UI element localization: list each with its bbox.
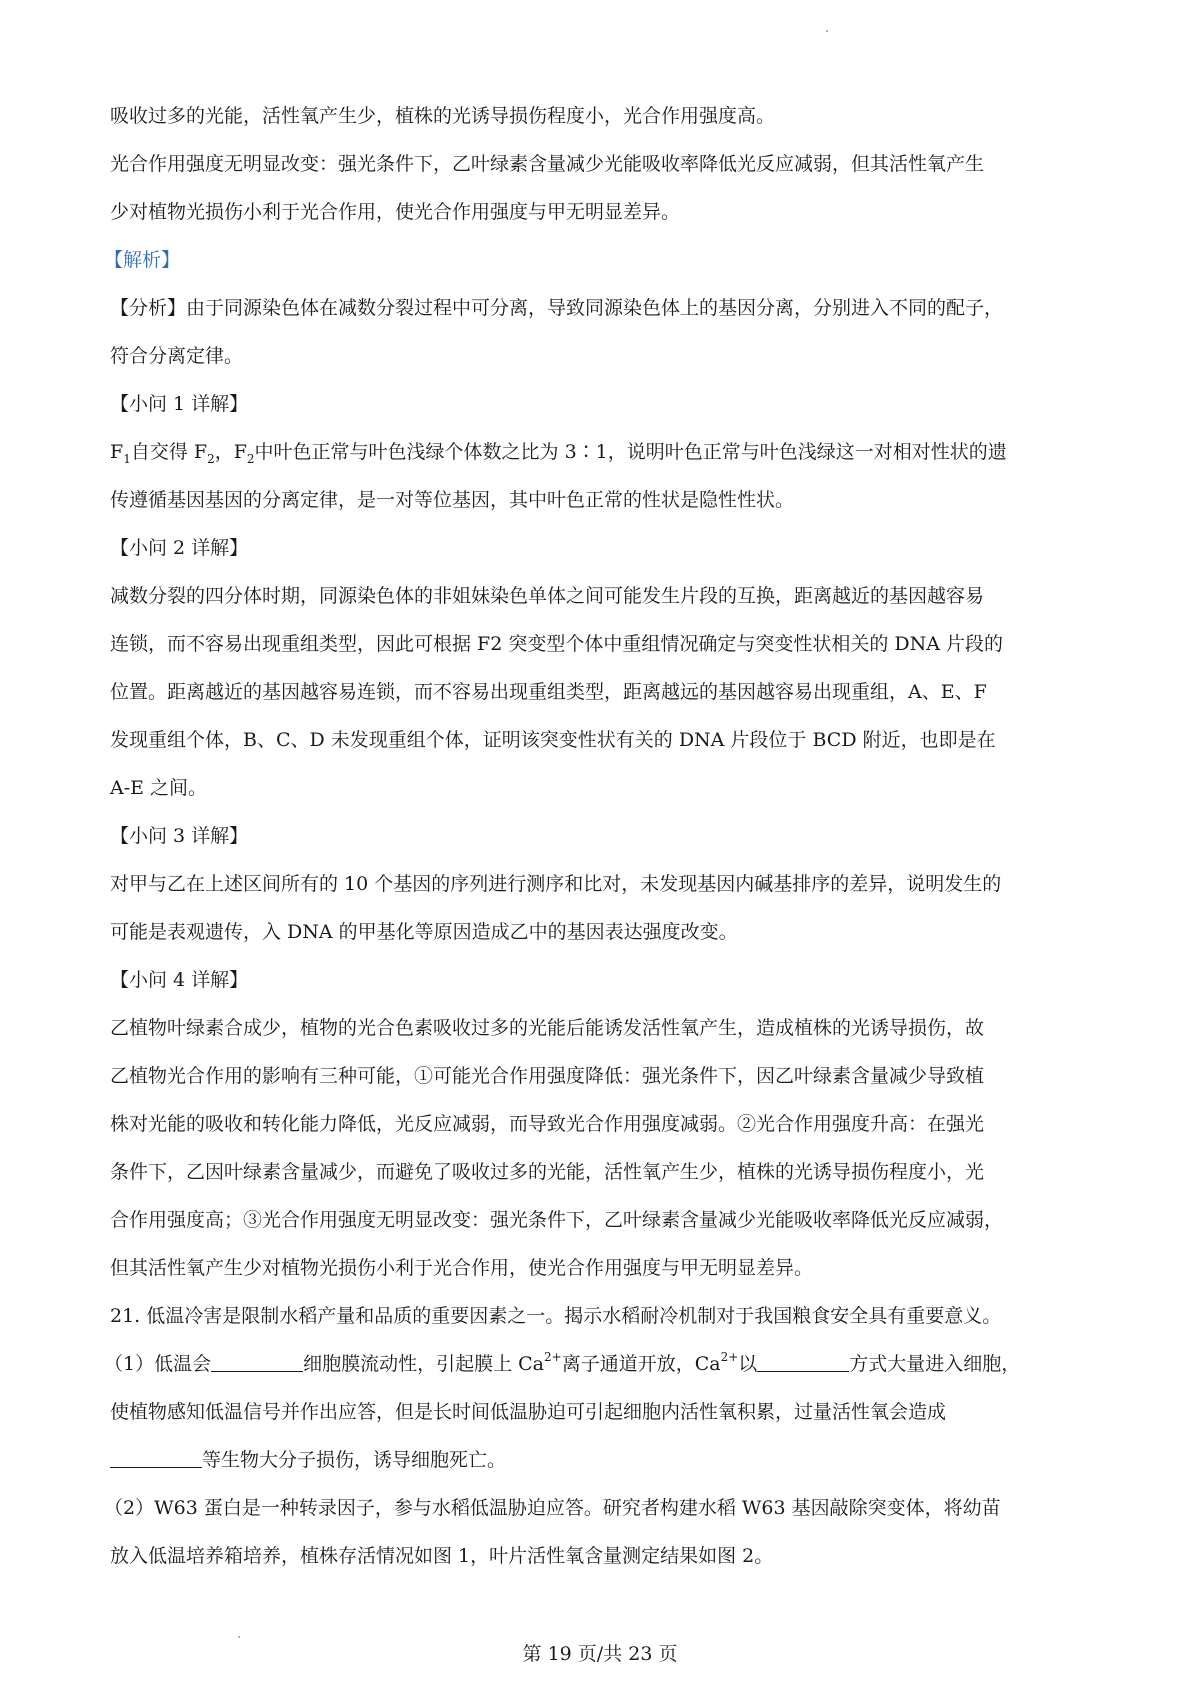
text-line [110, 1004, 1100, 1052]
scan-speck [238, 1636, 240, 1638]
text-line [110, 188, 1100, 236]
paragraph-text: 21. 低温冷害是限制水稻产量和品质的重要因素之一。揭示水稻耐冷机制对于我国粮食安全具有重要意义。 [110, 1305, 1002, 1327]
section-heading [110, 380, 1100, 428]
text-line [110, 716, 1100, 764]
text-line [110, 1532, 1100, 1580]
subscript: 2 [246, 452, 255, 466]
question-21-part-1 [104, 1340, 1100, 1388]
text-line [110, 1388, 1100, 1436]
analysis-tag: 【解析】 [104, 249, 181, 271]
text-line [110, 428, 1100, 476]
paragraph-text: 条件下，乙因叶绿素含量减少，而避免了吸收过多的光能，活性氧产生少，植株的光诱导损伤程度小，光 [110, 1161, 985, 1183]
section-heading [110, 812, 1100, 860]
paragraph-text: 吸收过多的光能，活性氧产生少，植株的光诱导损伤程度小，光合作用强度高。 [110, 105, 776, 127]
text-line [110, 1436, 1100, 1484]
paragraph-text: 减数分裂的四分体时期，同源染色体的非姐妹染色单体之间可能发生片段的互换，距离越近的基因越容易 [110, 585, 985, 607]
text-line [110, 1244, 1100, 1292]
symbol-f: F [110, 441, 124, 463]
paragraph-text: 中叶色正常与叶色浅绿个体数之比为 3∶1，说明叶色正常与叶色浅绿这一对相对性状的遗 [254, 441, 1007, 463]
paragraph-text: 方式大量进入细胞， [849, 1353, 1021, 1375]
text-line [110, 1148, 1100, 1196]
subscript: 1 [123, 452, 131, 466]
superscript: 2+ [544, 1350, 562, 1364]
text-line [110, 1052, 1100, 1100]
paragraph-text: 对甲与乙在上述区间所有的 10 个基因的序列进行测序和比对，未发现基因内碱基排序的差异，说明发生的 [110, 873, 1002, 895]
text-line [110, 476, 1100, 524]
text-line [110, 284, 1100, 332]
paragraph-text: 株对光能的吸收和转化能力降低，光反应减弱，而导致光合作用强度减弱。②光合作用强度升高：在强光 [110, 1113, 985, 1135]
subscript: 2 [207, 452, 215, 466]
text-line [110, 140, 1100, 188]
scan-speck [826, 30, 828, 32]
text-line [110, 908, 1100, 956]
answer-blank[interactable] [211, 1349, 303, 1372]
question-21-stem [110, 1292, 1100, 1340]
text-line [110, 620, 1100, 668]
paragraph-text: 符合分离定律。 [110, 345, 244, 367]
paragraph-text: 乙植物光合作用的影响有三种可能，①可能光合作用强度降低：强光条件下，因乙叶绿素含量减少导致植 [110, 1065, 985, 1087]
text-line [110, 1196, 1100, 1244]
section-heading [110, 524, 1100, 572]
text-line [110, 860, 1100, 908]
paragraph-text: 放入低温培养箱培养，植株存活情况如图 1，叶片活性氧含量测定结果如图 2。 [110, 1545, 774, 1567]
paragraph-text: 可能是表观遗传，入 DNA 的甲基化等原因造成乙中的基因表达强度改变。 [110, 921, 738, 943]
text-line [110, 572, 1100, 620]
paragraph-text: 以 [738, 1353, 758, 1375]
paragraph-text: （2）W63 蛋白是一种转录因子，参与水稻低温胁迫应答。研究者构建水稻 W63 基因敲除突变体，将幼苗 [104, 1497, 1001, 1519]
question-1-tag: 【小问 1 详解】 [110, 393, 249, 415]
text-line [110, 1100, 1100, 1148]
paragraph-text: 使植物感知低温信号并作出应答，但是长时间低温胁迫可引起细胞内活性氧积累，过量活性氧会造成 [110, 1401, 947, 1423]
question-4-tag: 【小问 4 详解】 [110, 969, 249, 991]
paragraph-text: 连锁，而不容易出现重组类型，因此可根据 F2 突变型个体中重组情况确定与突变性状相关的 DNA 片段的 [110, 633, 1004, 655]
paragraph-text: 细胞膜流动性，引起膜上 Ca [303, 1353, 544, 1375]
answer-blank[interactable] [110, 1445, 202, 1468]
question-21-part-2 [104, 1484, 1100, 1532]
paragraph-text: 位置。距离越近的基因越容易连锁，而不容易出现重组类型，距离越远的基因越容易出现重组，A、E、F [110, 681, 987, 703]
analysis-heading [104, 236, 1100, 284]
text-line [110, 332, 1100, 380]
paragraph-text: 发现重组个体，B、C、D 未发现重组个体，证明该突变性状有关的 DNA 片段位于 BCD 附近，也即是在 [110, 729, 996, 751]
question-2-tag: 【小问 2 详解】 [110, 537, 249, 559]
text-line [110, 764, 1100, 812]
text-line [110, 92, 1100, 140]
answer-blank[interactable] [757, 1349, 849, 1372]
text-line [110, 668, 1100, 716]
section-heading [110, 956, 1100, 1004]
document-body [104, 92, 1100, 1580]
paragraph-text: 乙植物叶绿素合成少，植物的光合色素吸收过多的光能后能诱发活性氧产生，造成植株的光诱导损伤，故 [110, 1017, 985, 1039]
paragraph-text: A-E 之间。 [110, 777, 208, 799]
page-number: 第 19 页/共 23 页 [522, 1643, 678, 1665]
paragraph-text: 等生物大分子损伤，诱导细胞死亡。 [202, 1449, 507, 1471]
paragraph-text: 光合作用强度无明显改变：强光条件下，乙叶绿素含量减少光能吸收率降低光反应减弱，但其活性氧产生 [110, 153, 985, 175]
paragraph-text: 自交得 F [130, 441, 208, 463]
question-3-tag: 【小问 3 详解】 [110, 825, 249, 847]
paragraph-text: 离子通道开放，Ca [561, 1353, 721, 1375]
superscript: 2+ [720, 1350, 739, 1364]
page-footer [0, 1639, 1200, 1666]
paragraph-text: 由于同源染色体在减数分裂过程中可分离，导致同源染色体上的基因分离，分别进入不同的配子， [186, 297, 1004, 319]
paragraph-text: 但其活性氧产生少对植物光损伤小利于光合作用，使光合作用强度与甲无明显差异。 [110, 1257, 814, 1279]
paragraph-text: 合作用强度高；③光合作用强度无明显改变：强光条件下，乙叶绿素含量减少光能吸收率降低光反应减弱， [110, 1209, 1004, 1231]
paragraph-text: ，F [214, 441, 247, 463]
paragraph-text: （1）低温会 [104, 1353, 212, 1375]
paragraph-text: 传遵循基因基因的分离定律，是一对等位基因，其中叶色正常的性状是隐性性状。 [110, 489, 795, 511]
paragraph-text: 少对植物光损伤小利于光合作用，使光合作用强度与甲无明显差异。 [110, 201, 681, 223]
fenxi-tag: 【分析】 [110, 297, 187, 319]
